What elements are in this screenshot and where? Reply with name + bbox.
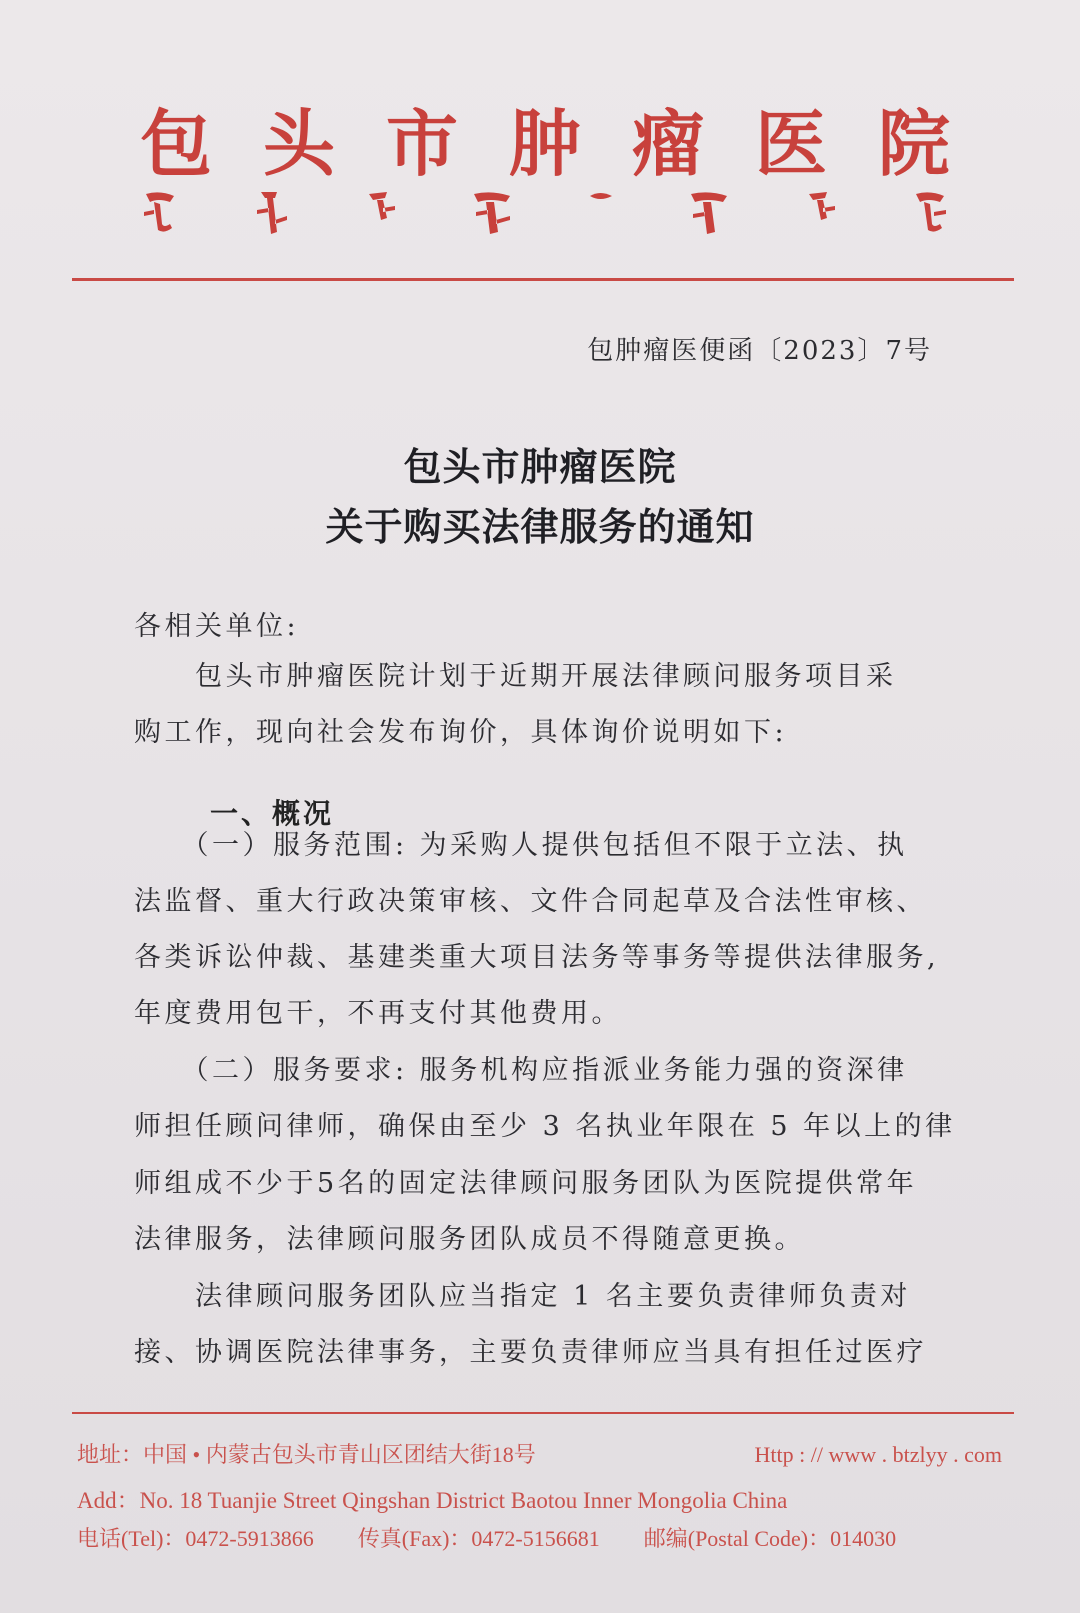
mongolian-glyph bbox=[363, 190, 399, 224]
body-line: 师组成不少于5名的固定法律顾问服务团队为医院提供常年 bbox=[134, 1168, 918, 1199]
body-line: 包头市肿瘤医院计划于近期开展法律顾问服务项目采 bbox=[134, 661, 897, 692]
body-line: （一）服务范围: 为采购人提供包括但不限于立法、执 bbox=[134, 830, 908, 861]
letterhead-char: 医 bbox=[754, 101, 827, 186]
letterhead-char: 包 bbox=[140, 101, 213, 186]
letterhead-char: 市 bbox=[385, 101, 458, 186]
footer-website: Http : // www . btzlyy . com bbox=[754, 1442, 1002, 1467]
body-line: 接、协调医院法律事务，主要负责律师应当具有担任过医疗 bbox=[134, 1337, 927, 1368]
footer-rule bbox=[72, 1412, 1014, 1414]
mongolian-glyph bbox=[251, 190, 291, 240]
body-line: 法律顾问服务团队应当指定 1 名主要负责律师负责对 bbox=[134, 1281, 911, 1312]
body-line: 购工作，现向社会发布询价，具体询价说明如下: bbox=[134, 717, 788, 748]
mongolian-glyph bbox=[470, 190, 514, 240]
footer-contact: 电话(Tel)：0472-5913866 传真(Fax)：0472-5156681 邮编(Postal Code)：014030 bbox=[77, 1526, 897, 1551]
body-line: （二）服务要求: 服务机构应指派业务能力强的资深律 bbox=[134, 1055, 908, 1086]
body-line: 各类诉讼仲裁、基建类重大项目法务等事务等提供法律服务, bbox=[134, 942, 940, 973]
section-heading: 一、概况 bbox=[210, 797, 335, 830]
letterhead-char: 瘤 bbox=[631, 101, 704, 186]
mongolian-glyph bbox=[910, 190, 950, 236]
mongolian-glyph bbox=[586, 190, 616, 204]
body-line: 法律服务，法律顾问服务团队成员不得随意更换。 bbox=[134, 1224, 805, 1255]
mongolian-glyph bbox=[687, 190, 731, 240]
mongolian-glyph bbox=[803, 190, 839, 224]
letterhead-char: 院 bbox=[877, 101, 950, 186]
mongolian-glyph bbox=[140, 190, 180, 236]
footer-address-cn: 地址：中国 • 内蒙古包头市青山区团结大街18号 bbox=[77, 1442, 536, 1467]
document-number: 包肿瘤医便函〔2023〕7号 bbox=[587, 336, 932, 366]
document-title-line2: 关于购买法律服务的通知 bbox=[325, 505, 755, 549]
letterhead-char: 头 bbox=[262, 101, 335, 186]
letterhead-rule bbox=[72, 278, 1014, 281]
footer-address-en: Add：No. 18 Tuanjie Street Qingshan District Baotou Inner Mongolia China bbox=[77, 1488, 788, 1513]
body-line: 师担任顾问律师，确保由至少 3 名执业年限在 5 年以上的律 bbox=[134, 1111, 956, 1142]
body-line: 年度费用包干，不再支付其他费用。 bbox=[134, 998, 622, 1029]
letterhead-char: 肿 bbox=[508, 101, 581, 186]
letterhead-mongolian bbox=[140, 190, 950, 240]
document-title-line1: 包头市肿瘤医院 bbox=[403, 445, 677, 489]
letterhead-chinese bbox=[140, 101, 950, 186]
body-line: 法监督、重大行政决策审核、文件合同起草及合法性审核、 bbox=[134, 886, 927, 917]
salutation: 各相关单位: bbox=[134, 611, 300, 642]
